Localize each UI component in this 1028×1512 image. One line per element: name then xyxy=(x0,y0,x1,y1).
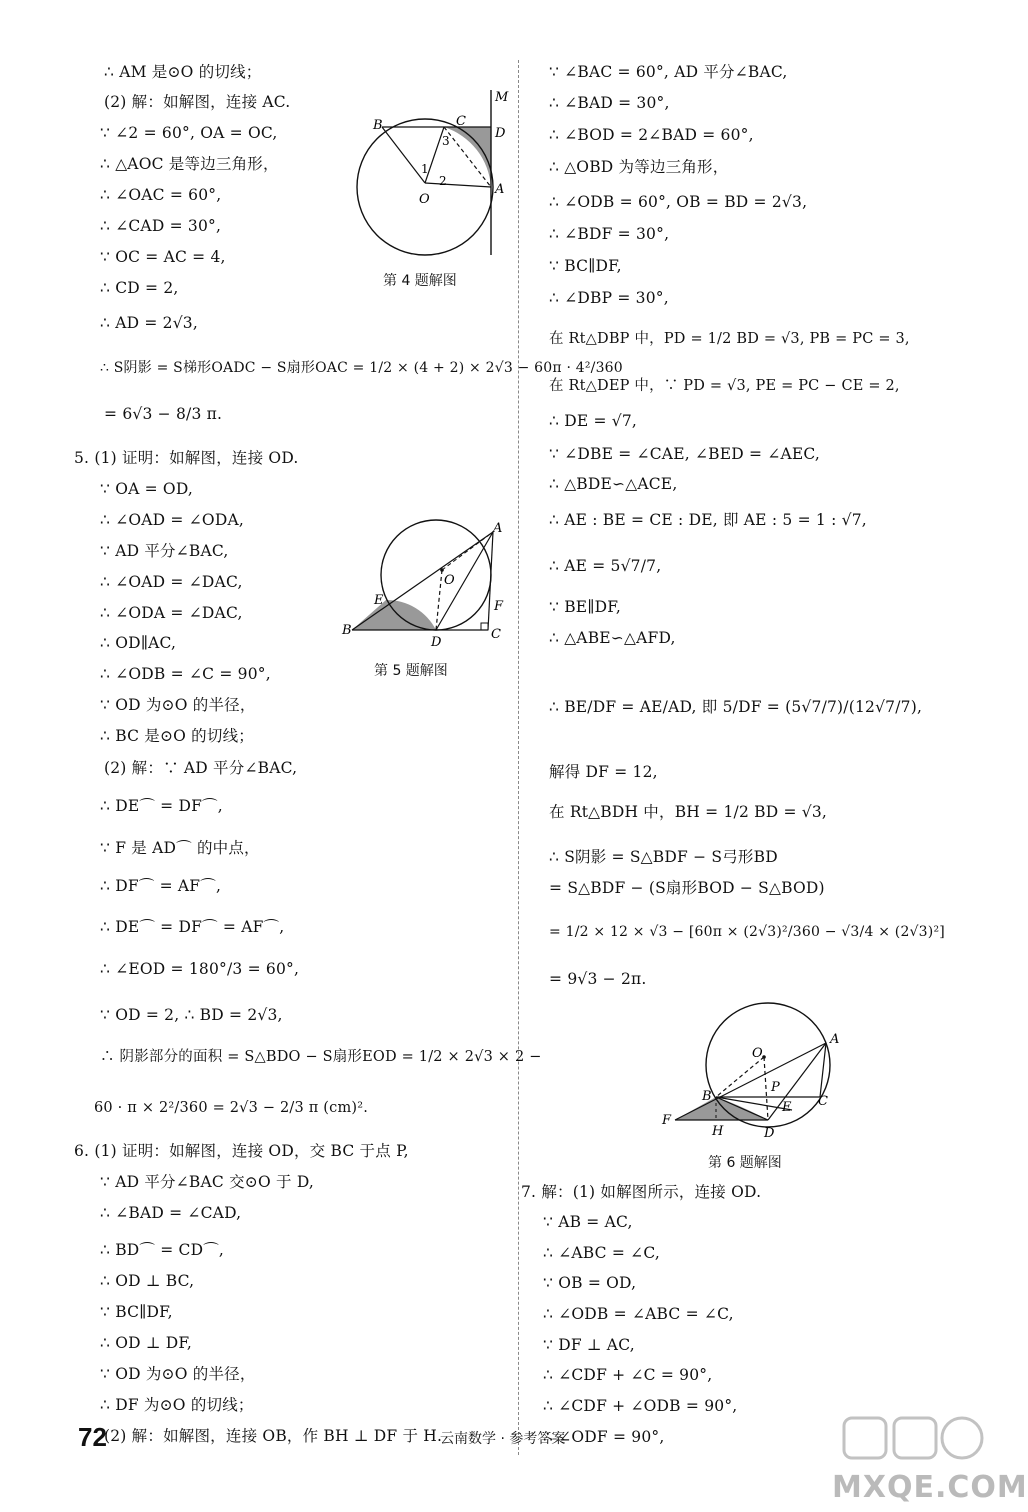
label-a: A xyxy=(830,1032,840,1047)
text-line: 5. (1) 证明：如解图，连接 OD. xyxy=(74,449,299,467)
segment xyxy=(425,183,491,187)
text-line: ∵ OA = OD, xyxy=(100,480,194,498)
text-line: ∵ ∠DBE = ∠CAE, ∠BED = ∠AEC, xyxy=(549,445,821,463)
center-dot xyxy=(762,1055,766,1059)
text-line: ∴ ∠ODB = ∠C = 90°, xyxy=(100,665,271,683)
text-line: ∴ CD = 2, xyxy=(100,279,179,297)
text-line: ∴ △ABE∽△AFD, xyxy=(549,629,676,647)
circle-o xyxy=(381,520,491,630)
text-line: (2) 解：∵ AD 平分∠BAC, xyxy=(104,759,298,777)
figure-5-diagram xyxy=(340,510,510,650)
text-line: ∴ OD ⊥ BC, xyxy=(100,1272,195,1290)
text-line: ∴ ∠OAC = 60°, xyxy=(100,186,222,204)
text-line: ∴ ∠CDF + ∠C = 90°, xyxy=(543,1366,713,1384)
text-line: ∴ S阴影 = S梯形OADC − S扇形OAC = 1/2 × (4 + 2) × 2√3 − 60π · 4²/360 xyxy=(100,360,623,376)
text-line: ∴ ∠BDF = 30°, xyxy=(549,225,670,243)
text-line: ∵ ∠2 = 60°, OA = OC, xyxy=(100,124,278,142)
line-ac xyxy=(488,532,493,630)
text-line: ∴ OD∥AC, xyxy=(100,634,177,652)
circle-o xyxy=(357,119,493,255)
text-line: ∴ BE/DF = AE/AD, 即 5/DF = (5√7/7)/(12√7/7), xyxy=(549,698,923,716)
label-p: P xyxy=(771,1080,780,1095)
column-divider xyxy=(518,60,519,1455)
right-angle-mark xyxy=(481,623,488,630)
text-line: ∴ ∠ABC = ∠C, xyxy=(543,1244,660,1262)
text-line: 在 Rt△BDH 中，BH = 1/2 BD = √3, xyxy=(549,803,828,821)
text-line: ∴ DE⌒ = DF⌒, xyxy=(100,797,223,815)
text-line: ∴ ∠CDF + ∠ODB = 90°, xyxy=(543,1397,738,1415)
segment xyxy=(382,127,425,183)
label-a: A xyxy=(493,521,503,536)
text-line: ∴ S阴影 = S△BDF − S弓形BD xyxy=(549,848,778,866)
shaded-region xyxy=(675,1097,768,1120)
text-line: ∵ OD = 2, ∴ BD = 2√3, xyxy=(100,1006,283,1024)
figure-6-diagram xyxy=(660,1005,845,1145)
text-line: ∵ OB = OD, xyxy=(543,1274,637,1292)
text-line: ∴ ∠ODB = ∠ABC = ∠C, xyxy=(543,1305,734,1323)
text-line: ∴ BD⌒ = CD⌒, xyxy=(100,1241,225,1259)
circle-o xyxy=(706,1003,830,1127)
label-d: D xyxy=(431,635,442,650)
label-c: C xyxy=(818,1094,828,1109)
label-o: O xyxy=(444,573,455,588)
shaded-region xyxy=(352,600,436,630)
text-line: ∴ ∠EOD = 180°/3 = 60°, xyxy=(100,960,300,978)
text-line: ∴ ∠DBP = 30°, xyxy=(549,289,669,307)
text-line: ∵ BC∥DF, xyxy=(100,1303,173,1321)
text-line: = 1/2 × 12 × √3 − [60π × (2√3)²/360 − √3/4 × (2√3)²] xyxy=(549,924,945,940)
text-line: ∵ OD 为⊙O 的半径， xyxy=(100,1365,256,1383)
label-a: A xyxy=(495,182,505,197)
text-line: ∴ ∠ODA = ∠DAC, xyxy=(100,604,243,622)
figure-4-caption: 第 4 题解图 xyxy=(383,273,457,289)
text-line: ∴ BC 是⊙O 的切线； xyxy=(100,727,254,745)
text-line: ∴ ∠OAD = ∠ODA, xyxy=(100,511,244,529)
label-f: F xyxy=(494,599,504,614)
label-2: 2 xyxy=(439,174,447,188)
text-line: ∴ ∠CAD = 30°, xyxy=(100,217,222,235)
text-line: ∴ △AOC 是等边三角形， xyxy=(100,155,279,173)
label-o: O xyxy=(752,1046,763,1061)
page-number: 72 xyxy=(78,1422,107,1452)
text-line: ∵ OD 为⊙O 的半径， xyxy=(100,696,256,714)
label-d: D xyxy=(764,1126,775,1141)
text-line: ∴ AE : BE = CE : DE, 即 AE : 5 = 1 : √7, xyxy=(549,511,867,529)
line-fa xyxy=(675,1043,826,1120)
text-line: ∴ DE = √7, xyxy=(549,412,638,430)
label-f: F xyxy=(662,1113,672,1128)
text-line: ∴ ∠ODF = 90°, xyxy=(543,1428,665,1446)
label-d: D xyxy=(495,126,506,141)
text-line: ∴ ∠BOD = 2∠BAD = 60°, xyxy=(549,126,754,144)
text-line: ∴ DE⌒ = DF⌒ = AF⌒, xyxy=(100,918,285,936)
text-line: 在 Rt△DBP 中，PD = 1/2 BD = √3, PB = PC = 3, xyxy=(549,331,910,347)
text-line: ∴ AD = 2√3, xyxy=(100,314,198,332)
text-line: (2) 解：如解图，连接 AC. xyxy=(104,93,291,111)
label-c: C xyxy=(456,114,466,129)
text-line: 7. 解：(1) 如解图所示，连接 OD. xyxy=(521,1183,762,1201)
text-line: ∴ ∠OAD = ∠DAC, xyxy=(100,573,243,591)
text-line: ∵ AD 平分∠BAC, xyxy=(100,542,229,560)
text-line: ∴ ∠ODB = 60°, OB = BD = 2√3, xyxy=(549,193,808,211)
text-line: (2) 解：如解图，连接 OB，作 BH ⊥ DF 于 H. xyxy=(104,1427,443,1445)
dashed-ob xyxy=(716,1057,764,1097)
text-line: 解得 DF = 12, xyxy=(549,763,658,781)
text-line: ∴ DF 为⊙O 的切线； xyxy=(100,1396,254,1414)
figure-6-caption: 第 6 题解图 xyxy=(708,1155,782,1171)
label-c: C xyxy=(491,627,501,642)
text-line: ∵ DF ⊥ AC, xyxy=(543,1336,635,1354)
text-line: 60 · π × 2²/360 = 2√3 − 2/3 π (cm)². xyxy=(94,1100,369,1116)
text-line: ∴ △BDE∽△ACE, xyxy=(549,475,678,493)
text-line: ∴ AE = 5√7/7, xyxy=(549,557,662,575)
text-line: ∵ AD 平分∠BAC 交⊙O 于 D, xyxy=(100,1173,315,1191)
text-line: ∴ ∠BAD = ∠CAD, xyxy=(100,1204,242,1222)
label-3: 3 xyxy=(442,134,450,148)
text-line: ∵ ∠BAC = 60°, AD 平分∠BAC, xyxy=(549,63,788,81)
figure-5-caption: 第 5 题解图 xyxy=(374,663,448,679)
watermark-text: MXQE.COM xyxy=(832,1470,1028,1505)
text-line: ∴ △OBD 为等边三角形， xyxy=(549,158,729,176)
figure-4-diagram xyxy=(355,85,515,265)
label-e: E xyxy=(374,593,384,608)
text-line: = 9√3 − 2π. xyxy=(549,970,647,988)
label-1: 1 xyxy=(421,162,429,176)
text-line: ∵ BE∥DF, xyxy=(549,598,621,616)
text-line: ∴ ∠BAD = 30°, xyxy=(549,94,670,112)
text-line: ∴ OD ⊥ DF, xyxy=(100,1334,193,1352)
text-line: ∵ OC = AC = 4, xyxy=(100,248,226,266)
label-h: H xyxy=(712,1124,724,1139)
label-b: B xyxy=(342,623,352,638)
label-e: E xyxy=(782,1100,792,1115)
label-o: O xyxy=(419,192,430,207)
text-line: = S△BDF − (S扇形BOD − S△BOD) xyxy=(549,879,825,897)
text-line: 在 Rt△DEP 中，∵ PD = √3, PE = PC − CE = 2, xyxy=(549,378,900,394)
dashed-od xyxy=(764,1057,768,1120)
text-line: ∵ AB = AC, xyxy=(543,1213,633,1231)
footer-title: 云南数学 · 参考答案 xyxy=(440,1431,566,1447)
text-line: ∴ 阴影部分的面积 = S△BDO − S扇形EOD = 1/2 × 2√3 × 2 − xyxy=(100,1049,542,1065)
text-line: ∴ AM 是⊙O 的切线； xyxy=(104,63,262,81)
text-line: = 6√3 − 8/3 π. xyxy=(104,405,223,423)
text-line: ∴ DF⌒ = AF⌒, xyxy=(100,877,222,895)
center-dot xyxy=(440,568,444,572)
label-b: B xyxy=(373,118,383,133)
text-line: ∵ BC∥DF, xyxy=(549,257,622,275)
text-line: ∵ F 是 AD⌒ 的中点， xyxy=(100,839,260,857)
label-b: B xyxy=(702,1089,712,1104)
text-line: 6. (1) 证明：如解图，连接 OD，交 BC 于点 P, xyxy=(74,1142,409,1160)
label-m: M xyxy=(495,90,509,105)
